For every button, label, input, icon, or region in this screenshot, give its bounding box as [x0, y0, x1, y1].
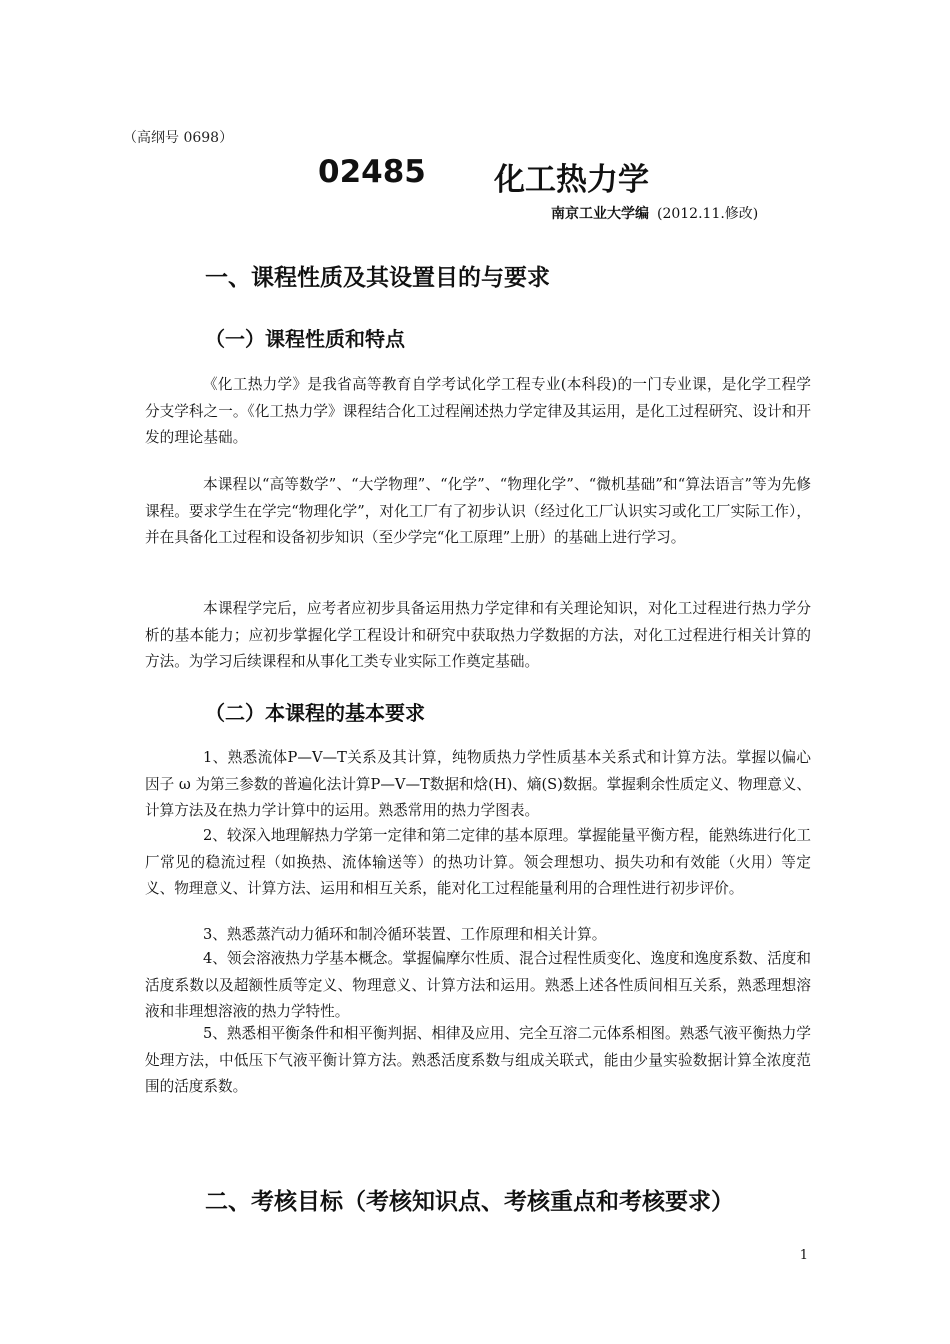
requirement-item: 4、领会溶液热力学基本概念。掌握偏摩尔性质、混合过程性质变化、逸度和逸度系数、活度和活度系数以及超额性质等定义、物理意义、计算方法和运用。熟悉上述各性质间相互关系，熟悉理想溶液和非理想溶液的热力学特性。 — [145, 950, 811, 1020]
section-1-heading: 一、课程性质及其设置目的与要求 — [205, 265, 550, 291]
paragraph: 本课程学完后，应考者应初步具备运用热力学定律和有关理论知识，对化工过程进行热力学分析的基本能力；应初步掌握化学工程设计和研究中获取热力学数据的方法，对化工过程进行相关计算的方法。为学习后续课程和从事化工类专业实际工作奠定基础。 — [145, 600, 811, 670]
requirement-item: 5、熟悉相平衡条件和相平衡判据、相律及应用、完全互溶二元体系相图。熟悉气液平衡热力学处理方法，中低压下气液平衡计算方法。熟悉活度系数与组成关联式，能由少量实验数据计算全浓度范围的活度系数。 — [145, 1025, 811, 1095]
section-2-heading: 二、考核目标（考核知识点、考核重点和考核要求） — [205, 1189, 734, 1215]
revision-note: (2012.11.修改) — [657, 206, 759, 222]
subsection-1-1-heading: （一）课程性质和特点 — [205, 327, 405, 351]
editor-org: 南京工业大学编 — [551, 206, 649, 222]
requirement-item: 3、熟悉蒸汽动力循环和制冷循环装置、工作原理和相关计算。 — [203, 926, 607, 943]
paragraph: 本课程以“高等数学”、“大学物理”、“化学”、“物理化学”、“微机基础”和“算法语言”等为先修课程。要求学生在学完“物理化学”，对化工厂有了初步认识（经过化工厂认识实习或化工厂实际工作），并在具备化工过程和设备初步知识（至少学完“化工原理”上册）的基础上进行学习。 — [145, 476, 811, 546]
paragraph: 《化工热力学》是我省高等教育自学考试化学工程专业(本科段)的一门专业课，是化学工程学分支学科之一。《化工热力学》课程结合化工过程阐述热力学定律及其运用，是化工过程研究、设计和开发的理论基础。 — [145, 376, 811, 446]
editor-line — [551, 203, 758, 223]
course-title — [0, 154, 950, 200]
outline-code: （高纲号 0698） — [123, 130, 234, 146]
requirement-item: 1、熟悉流体P—V—T关系及其计算，纯物质热力学性质基本关系式和计算方法。掌握以偏心因子 ω 为第三参数的普遍化法计算P—V—T数据和焓(H)、熵(S)数据。掌握剩余性质定义、物理意义、计算方法及在热力学计算中的运用。熟悉常用的热力学图表。 — [145, 749, 811, 819]
requirement-item: 2、较深入地理解热力学第一定律和第二定律的基本原理。掌握能量平衡方程，能熟练进行化工厂常见的稳流过程（如换热、流体输送等）的热功计算。领会理想功、损失功和有效能（火用）等定义、物理意义、计算方法、运用和相互关系，能对化工过程能量利用的合理性进行初步评价。 — [145, 827, 811, 897]
course-name: 化工热力学 — [494, 162, 649, 198]
page-number: 1 — [799, 1248, 808, 1263]
course-code: 02485 — [318, 154, 426, 190]
subsection-1-2-heading: （二）本课程的基本要求 — [205, 701, 425, 725]
